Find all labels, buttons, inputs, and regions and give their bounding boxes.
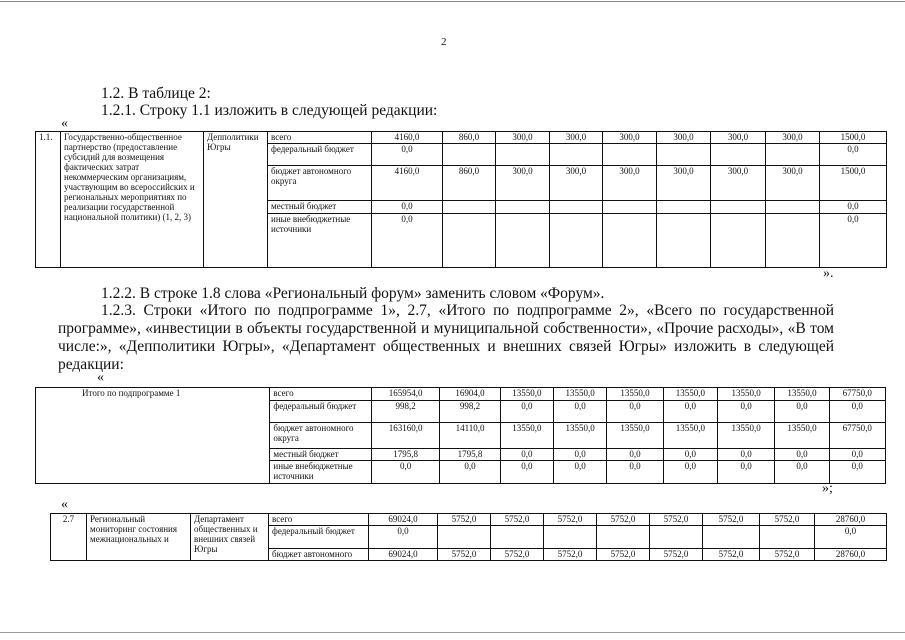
value-cell: 5752,0	[491, 514, 544, 526]
value-cell: 0,0	[372, 144, 443, 166]
value-cell	[550, 213, 603, 267]
value-cell: 165954,0	[371, 388, 439, 401]
value-cell	[657, 144, 711, 166]
close-quote-2: »;	[822, 481, 833, 496]
value-cell: 0,0	[717, 448, 774, 461]
value-cell	[443, 201, 496, 213]
value-cell: 0,0	[663, 448, 717, 461]
value-cell	[603, 213, 657, 267]
funding-source: федеральный бюджет	[270, 400, 372, 423]
value-cell: 69024,0	[369, 514, 438, 526]
value-cell: 0,0	[663, 461, 717, 484]
value-cell: 0,0	[369, 526, 438, 548]
funding-source: иные внебюджетные источники	[270, 461, 372, 484]
value-cell: 69024,0	[369, 548, 438, 560]
value-cell: 0,0	[663, 400, 717, 423]
funding-source: местный бюджет	[270, 448, 372, 461]
value-cell: 13550,0	[607, 388, 663, 401]
value-cell	[496, 201, 550, 213]
funding-source: всего	[270, 388, 372, 401]
value-cell: 5752,0	[760, 548, 815, 560]
value-cell: 0,0	[820, 201, 887, 213]
value-cell	[550, 144, 603, 166]
value-cell	[711, 144, 766, 166]
value-cell: 0,0	[372, 201, 443, 213]
value-cell	[443, 213, 496, 267]
value-cell: 0,0	[500, 448, 553, 461]
page-number: 2	[441, 36, 447, 48]
value-cell	[711, 201, 766, 213]
value-cell	[766, 201, 820, 213]
funding-source: всего	[268, 132, 372, 144]
paragraph-1-2-2: 1.2.2. В строке 1.8 слова «Региональный форум» заменить словом «Форум».	[101, 285, 605, 302]
funding-source: федеральный бюджет	[268, 144, 372, 166]
value-cell: 5752,0	[597, 514, 650, 526]
event-name: Региональный мониторинг состояния межнациональных и	[87, 514, 191, 561]
value-cell	[760, 526, 815, 548]
value-cell: 163160,0	[371, 423, 439, 448]
value-cell: 13550,0	[500, 423, 553, 448]
value-cell: 13550,0	[663, 388, 717, 401]
value-cell: 0,0	[371, 461, 439, 484]
value-cell: 0,0	[717, 400, 774, 423]
value-cell	[438, 526, 491, 548]
value-cell	[443, 144, 496, 166]
value-cell	[766, 213, 820, 267]
value-cell: 67750,0	[829, 423, 885, 448]
value-cell: 0,0	[815, 526, 887, 548]
row-number: 1.1.	[36, 132, 61, 268]
value-cell: 0,0	[829, 400, 885, 423]
funding-source: бюджет автономного	[269, 548, 369, 560]
value-cell: 0,0	[829, 448, 885, 461]
value-cell: 300,0	[657, 132, 711, 144]
value-cell: 1500,0	[820, 132, 887, 144]
value-cell: 300,0	[603, 166, 657, 201]
funding-source: бюджет автономного округа	[270, 423, 372, 448]
value-cell: 16904,0	[440, 388, 500, 401]
value-cell: 13550,0	[775, 423, 829, 448]
row-number: 2.7	[51, 514, 87, 561]
value-cell: 0,0	[607, 461, 663, 484]
value-cell: 300,0	[657, 166, 711, 201]
value-cell: 14110,0	[440, 423, 500, 448]
value-cell	[650, 526, 703, 548]
executor: Департамент общественных и внешних связей Югры	[191, 514, 269, 561]
executor: Депполитики Югры	[204, 132, 268, 268]
value-cell	[603, 201, 657, 213]
scan-edge-top	[0, 1, 905, 2]
paragraph-1-2-3-line-1: 1.2.3. Строки «Итого по подпрограмме 1», 2.7, «Итого по подпрограмме 2», «Всего по государственной	[101, 302, 834, 319]
value-cell	[496, 144, 550, 166]
funding-source: бюджет автономного округа	[268, 166, 372, 201]
value-cell: 0,0	[554, 461, 607, 484]
value-cell	[703, 526, 760, 548]
value-cell: 5752,0	[703, 514, 760, 526]
value-cell: 28760,0	[815, 514, 887, 526]
value-cell	[711, 213, 766, 267]
value-cell: 13550,0	[607, 423, 663, 448]
value-cell: 1795,8	[371, 448, 439, 461]
paragraph-1-2-3-line-2: программе», «инвестиции в объекты государственной и муниципальной собственности», «Прочие расходы», «В том	[58, 320, 834, 337]
value-cell: 300,0	[496, 166, 550, 201]
funding-source: иные внебюджетные источники	[268, 213, 372, 267]
value-cell: 5752,0	[760, 514, 815, 526]
table-row-1-1	[35, 131, 887, 268]
table-subprogram-1-total	[35, 387, 886, 484]
value-cell: 5752,0	[544, 548, 597, 560]
open-quote-3: «	[61, 497, 68, 512]
value-cell: 300,0	[603, 132, 657, 144]
value-cell: 0,0	[500, 400, 553, 423]
value-cell: 13550,0	[663, 423, 717, 448]
value-cell	[657, 213, 711, 267]
funding-source: всего	[269, 514, 369, 526]
value-cell: 0,0	[372, 213, 443, 267]
value-cell: 300,0	[496, 132, 550, 144]
value-cell: 300,0	[766, 132, 820, 144]
value-cell: 5752,0	[703, 548, 760, 560]
value-cell: 300,0	[766, 166, 820, 201]
value-cell: 1795,8	[440, 448, 500, 461]
value-cell: 0,0	[717, 461, 774, 484]
value-cell: 860,0	[443, 132, 496, 144]
value-cell	[491, 526, 544, 548]
value-cell: 13550,0	[717, 388, 774, 401]
value-cell	[766, 144, 820, 166]
event-name: Государственно-общественное партнерство (предоставление субсидий для возмещения фактических затрат некоммерческим организациям, участвующим во всероссийских и региональных мероприятиях по реализации государственной национальной политики) (1, 2, 3)	[61, 132, 204, 268]
value-cell: 5752,0	[597, 548, 650, 560]
value-cell: 0,0	[775, 400, 829, 423]
paragraph-1-2-3-line-3: числе:», «Депполитики Югры», «Департамент общественных и внешних связей Югры» изложить в следующей	[58, 338, 834, 355]
open-quote-1: «	[61, 116, 68, 131]
value-cell	[544, 526, 597, 548]
value-cell	[550, 201, 603, 213]
value-cell: 300,0	[550, 166, 603, 201]
value-cell: 300,0	[711, 132, 766, 144]
value-cell: 0,0	[554, 400, 607, 423]
funding-source: местный бюджет	[268, 201, 372, 213]
value-cell: 0,0	[829, 461, 885, 484]
value-cell: 1500,0	[820, 166, 887, 201]
value-cell: 4160,0	[372, 166, 443, 201]
value-cell: 0,0	[440, 461, 500, 484]
value-cell: 0,0	[820, 144, 887, 166]
value-cell: 0,0	[607, 448, 663, 461]
scan-edge-bottom	[0, 632, 905, 633]
value-cell	[597, 526, 650, 548]
total-label: Итого по подпрограмме 1	[36, 388, 270, 484]
value-cell: 0,0	[775, 448, 829, 461]
paragraph-1-2-1: 1.2.1. Строку 1.1 изложить в следующей редакции:	[101, 102, 438, 119]
value-cell: 5752,0	[438, 548, 491, 560]
value-cell: 0,0	[607, 400, 663, 423]
value-cell: 13550,0	[717, 423, 774, 448]
value-cell: 0,0	[775, 461, 829, 484]
value-cell	[603, 144, 657, 166]
value-cell: 0,0	[820, 213, 887, 267]
value-cell: 860,0	[443, 166, 496, 201]
value-cell	[657, 201, 711, 213]
value-cell: 5752,0	[491, 548, 544, 560]
value-cell: 4160,0	[372, 132, 443, 144]
value-cell: 13550,0	[500, 388, 553, 401]
value-cell: 13550,0	[775, 388, 829, 401]
value-cell: 5752,0	[544, 514, 597, 526]
value-cell: 5752,0	[650, 548, 703, 560]
value-cell	[496, 213, 550, 267]
value-cell: 0,0	[554, 448, 607, 461]
value-cell: 13550,0	[554, 423, 607, 448]
value-cell: 998,2	[371, 400, 439, 423]
open-quote-2: «	[97, 370, 104, 385]
value-cell: 0,0	[500, 461, 553, 484]
value-cell: 13550,0	[554, 388, 607, 401]
paragraph-1-2-3-line-4: редакции:	[58, 356, 124, 373]
table-row-2-7	[50, 513, 887, 561]
paragraph-1-2: 1.2. В таблице 2:	[101, 85, 211, 102]
value-cell: 300,0	[550, 132, 603, 144]
value-cell: 998,2	[440, 400, 500, 423]
value-cell: 5752,0	[650, 514, 703, 526]
value-cell: 300,0	[711, 166, 766, 201]
value-cell: 28760,0	[815, 548, 887, 560]
value-cell: 5752,0	[438, 514, 491, 526]
value-cell: 67750,0	[829, 388, 885, 401]
close-quote-1: ».	[823, 266, 834, 281]
funding-source: федеральный бюджет	[269, 526, 369, 548]
